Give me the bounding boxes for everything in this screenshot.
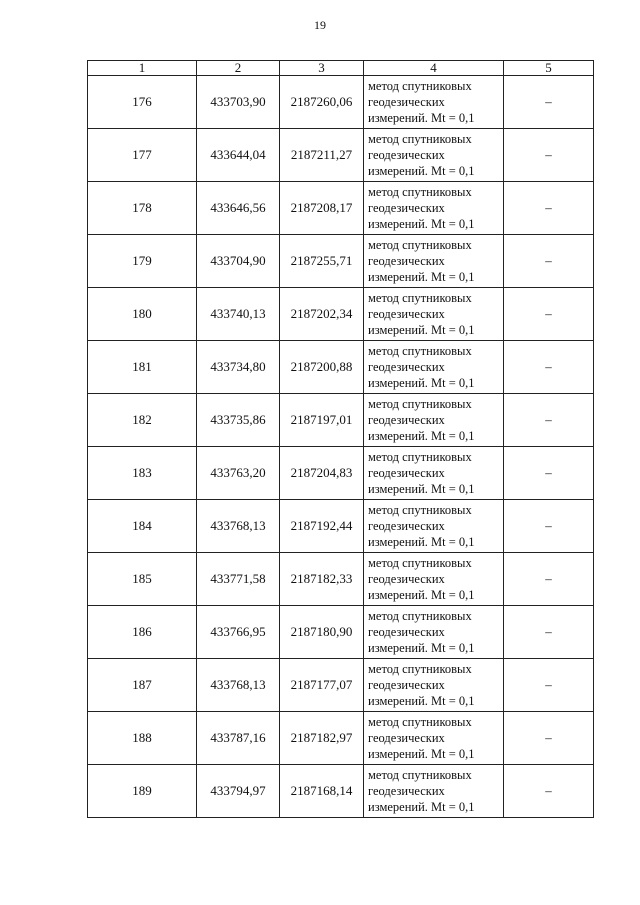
y-coordinate-cell: 2187177,07 [280, 659, 364, 712]
x-coordinate-cell: 433794,97 [197, 765, 280, 818]
note-cell: – [504, 288, 594, 341]
point-number-cell: 186 [88, 606, 197, 659]
x-coordinate-cell: 433704,90 [197, 235, 280, 288]
column-header: 3 [280, 61, 364, 76]
table-header-row [88, 61, 594, 76]
method-cell: метод спутниковых геодезических измерений. Mt = 0,1 [364, 659, 504, 712]
table-row [88, 500, 594, 553]
method-cell: метод спутниковых геодезических измерений. Mt = 0,1 [364, 129, 504, 182]
x-coordinate-cell: 433763,20 [197, 447, 280, 500]
method-cell: метод спутниковых геодезических измерений. Mt = 0,1 [364, 235, 504, 288]
note-cell: – [504, 500, 594, 553]
y-coordinate-cell: 2187255,71 [280, 235, 364, 288]
table-row [88, 76, 594, 129]
method-cell: метод спутниковых геодезических измерений. Mt = 0,1 [364, 712, 504, 765]
table-row [88, 659, 594, 712]
x-coordinate-cell: 433766,95 [197, 606, 280, 659]
y-coordinate-cell: 2187211,27 [280, 129, 364, 182]
page-number: 19 [314, 18, 326, 32]
y-coordinate-cell: 2187202,34 [280, 288, 364, 341]
method-cell: метод спутниковых геодезических измерений. Mt = 0,1 [364, 500, 504, 553]
point-number-cell: 180 [88, 288, 197, 341]
x-coordinate-cell: 433734,80 [197, 341, 280, 394]
column-header: 5 [504, 61, 594, 76]
table-body [88, 76, 594, 818]
x-coordinate-cell: 433787,16 [197, 712, 280, 765]
note-cell: – [504, 606, 594, 659]
table-row [88, 606, 594, 659]
table-row [88, 712, 594, 765]
table-row [88, 129, 594, 182]
point-number-cell: 189 [88, 765, 197, 818]
x-coordinate-cell: 433768,13 [197, 659, 280, 712]
point-number-cell: 178 [88, 182, 197, 235]
method-cell: метод спутниковых геодезических измерений. Mt = 0,1 [364, 341, 504, 394]
point-number-cell: 182 [88, 394, 197, 447]
x-coordinate-cell: 433740,13 [197, 288, 280, 341]
y-coordinate-cell: 2187182,33 [280, 553, 364, 606]
method-cell: метод спутниковых геодезических измерений. Mt = 0,1 [364, 553, 504, 606]
table-row [88, 182, 594, 235]
point-number-cell: 177 [88, 129, 197, 182]
method-cell: метод спутниковых геодезических измерений. Mt = 0,1 [364, 447, 504, 500]
x-coordinate-cell: 433735,86 [197, 394, 280, 447]
y-coordinate-cell: 2187182,97 [280, 712, 364, 765]
note-cell: – [504, 182, 594, 235]
y-coordinate-cell: 2187192,44 [280, 500, 364, 553]
y-coordinate-cell: 2187208,17 [280, 182, 364, 235]
point-number-cell: 181 [88, 341, 197, 394]
y-coordinate-cell: 2187260,06 [280, 76, 364, 129]
column-header: 4 [364, 61, 504, 76]
point-number-cell: 184 [88, 500, 197, 553]
table-row [88, 447, 594, 500]
point-number-cell: 179 [88, 235, 197, 288]
table-row [88, 765, 594, 818]
note-cell: – [504, 129, 594, 182]
point-number-cell: 187 [88, 659, 197, 712]
note-cell: – [504, 712, 594, 765]
note-cell: – [504, 553, 594, 606]
note-cell: – [504, 341, 594, 394]
x-coordinate-cell: 433644,04 [197, 129, 280, 182]
note-cell: – [504, 76, 594, 129]
table-row [88, 553, 594, 606]
method-cell: метод спутниковых геодезических измерений. Mt = 0,1 [364, 76, 504, 129]
note-cell: – [504, 447, 594, 500]
point-number-cell: 185 [88, 553, 197, 606]
x-coordinate-cell: 433703,90 [197, 76, 280, 129]
note-cell: – [504, 765, 594, 818]
method-cell: метод спутниковых геодезических измерений. Mt = 0,1 [364, 765, 504, 818]
y-coordinate-cell: 2187168,14 [280, 765, 364, 818]
table-row [88, 341, 594, 394]
y-coordinate-cell: 2187204,83 [280, 447, 364, 500]
note-cell: – [504, 659, 594, 712]
x-coordinate-cell: 433771,58 [197, 553, 280, 606]
note-cell: – [504, 235, 594, 288]
coordinates-table [87, 60, 594, 818]
method-cell: метод спутниковых геодезических измерений. Mt = 0,1 [364, 288, 504, 341]
method-cell: метод спутниковых геодезических измерений. Mt = 0,1 [364, 394, 504, 447]
table-row [88, 288, 594, 341]
table-row [88, 394, 594, 447]
column-header: 1 [88, 61, 197, 76]
note-cell: – [504, 394, 594, 447]
y-coordinate-cell: 2187200,88 [280, 341, 364, 394]
x-coordinate-cell: 433646,56 [197, 182, 280, 235]
method-cell: метод спутниковых геодезических измерений. Mt = 0,1 [364, 182, 504, 235]
table-row [88, 235, 594, 288]
y-coordinate-cell: 2187197,01 [280, 394, 364, 447]
y-coordinate-cell: 2187180,90 [280, 606, 364, 659]
column-header: 2 [197, 61, 280, 76]
method-cell: метод спутниковых геодезических измерений. Mt = 0,1 [364, 606, 504, 659]
point-number-cell: 176 [88, 76, 197, 129]
point-number-cell: 188 [88, 712, 197, 765]
point-number-cell: 183 [88, 447, 197, 500]
x-coordinate-cell: 433768,13 [197, 500, 280, 553]
